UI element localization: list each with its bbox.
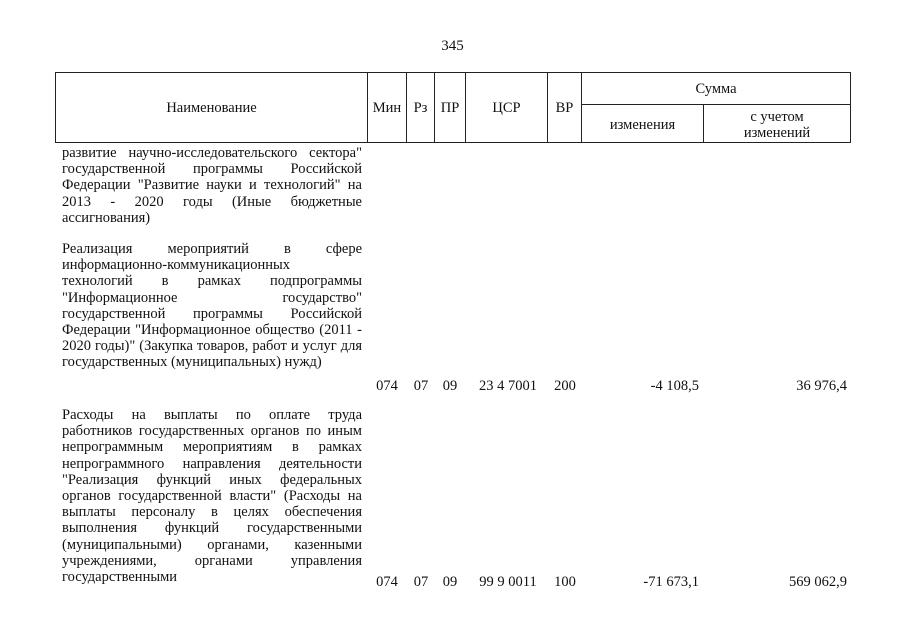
- row-change: -71 673,1: [643, 574, 699, 590]
- header-divider: [850, 72, 851, 143]
- row-csr: 23 4 7001: [479, 378, 537, 394]
- header-with-change: с учетом изменений: [743, 109, 811, 141]
- row-vr: 100: [554, 574, 576, 590]
- header-pr: ПР: [440, 100, 460, 116]
- row-csr: 99 9 0011: [479, 574, 537, 590]
- row-vr: 200: [554, 378, 576, 394]
- row-pr: 09: [442, 574, 458, 590]
- header-rz: Рз: [413, 100, 428, 116]
- row-min: 074: [376, 378, 398, 394]
- header-name: Наименование: [166, 100, 257, 116]
- row-min: 074: [376, 574, 398, 590]
- page-number: 345: [441, 38, 464, 54]
- header-bottom-border: [55, 142, 851, 143]
- header-csr: ЦСР: [492, 100, 521, 116]
- row-pr: 09: [442, 378, 458, 394]
- header-top-border: [55, 72, 851, 73]
- row-name: Реализация мероприятий в сфере информационно-коммуникационных технологий в рамках подпрограммы "Информационное государство" государственной программы Российской Федерации "Информационное общество (2011 - 2020 годы)" (Закупка товаров, работ и услуг для государственных (муниципальных) нужд): [62, 241, 362, 371]
- row-change: -4 108,5: [650, 378, 699, 394]
- row-name: Расходы на выплаты по оплате труда работников государственных органов по иным непрограммным мероприятиям в рамках непрограммного направления деятельности "Реализация функций иных федеральных органов государственной власти" (Расходы на выплаты персоналу в целях обеспечения выполнения функций государственными (муниципальными) органами, казенными учреждениями, органами управления государственными: [62, 407, 362, 586]
- row-rz: 07: [413, 574, 429, 590]
- header-min: Мин: [372, 100, 402, 116]
- sum-subheader-border: [581, 104, 851, 105]
- header-sum: Сумма: [695, 81, 737, 97]
- row-with-change: 569 062,9: [789, 574, 847, 590]
- header-vr: ВР: [555, 100, 574, 116]
- row-with-change: 36 976,4: [796, 378, 847, 394]
- header-change: изменения: [609, 117, 676, 133]
- row-rz: 07: [413, 378, 429, 394]
- row-name: развитие научно-исследовательского сектора" государственной программы Российской Федерации "Развитие науки и технологий" на 2013 - 2020 годы (Иные бюджетные ассигнования): [62, 145, 362, 226]
